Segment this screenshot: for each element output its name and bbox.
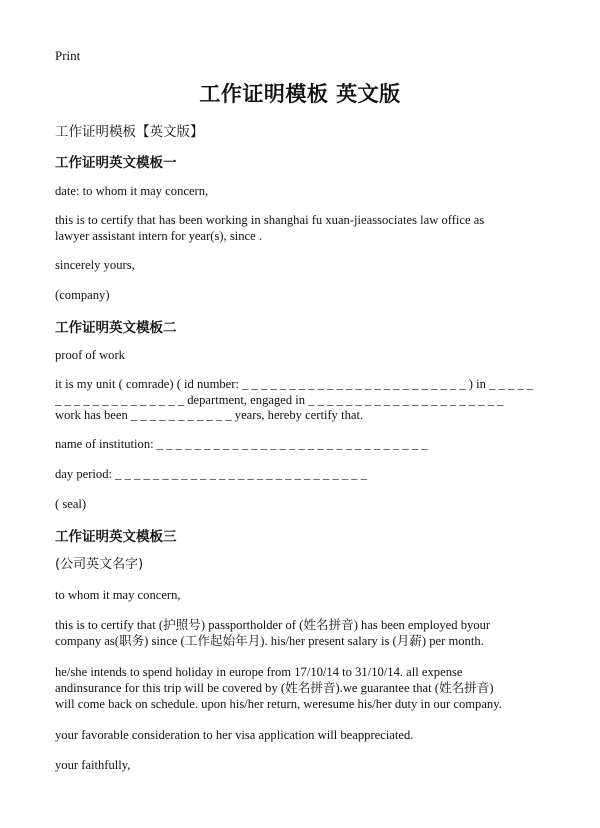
section2-line2: it is my unit ( comrade) ( id number: _ _ _ _ _ _ _ _ _ _ _ _ _ _ _ _ _ _ _ _ _ _ _ _ ) in _ _ _ _ _ [55,377,534,391]
section3-para3: your favorable consideration to her visa application will beappreciated. [55,728,414,742]
section3-para2-line1: he/she intends to spend holiday in europe from 17/10/14 to 31/10/14. all expense [55,665,463,679]
section2-line3: _ _ _ _ _ _ _ _ _ _ _ _ _ _ department, engaged in _ _ _ _ _ _ _ _ _ _ _ _ _ _ _ _ _ _ _ _ _ [55,393,504,407]
section1-heading: 工作证明英文模板一 [55,155,177,171]
section2-heading: 工作证明英文模板二 [55,320,177,336]
section2-line5: name of institution: _ _ _ _ _ _ _ _ _ _ _ _ _ _ _ _ _ _ _ _ _ _ _ _ _ _ _ _ _ [55,437,428,451]
section3-closing: your faithfully, [55,758,131,772]
section1-signature: (company) [55,288,110,302]
page-title: 工作证明模板 英文版 [199,82,401,106]
section1-para1-line2: lawyer assistant intern for year(s), since . [55,229,263,243]
section3-heading: 工作证明英文模板三 [55,529,177,545]
section2-line4: work has been _ _ _ _ _ _ _ _ _ _ _ years, hereby certify that. [55,408,364,422]
section2-line6: day period: _ _ _ _ _ _ _ _ _ _ _ _ _ _ _ _ _ _ _ _ _ _ _ _ _ _ _ [55,467,368,481]
section3-para2-line3: will come back on schedule. upon his/her return, weresume his/her duty in our company. [55,697,502,711]
section2-seal: ( seal) [55,497,87,511]
section1-closing: sincerely yours, [55,258,135,272]
section3-greeting: to whom it may concern, [55,588,181,602]
section1-line1: date: to whom it may concern, [55,184,209,198]
section1-para1-line1: this is to certify that has been working in shanghai fu xuan-jieassociates law office as [55,213,485,227]
section3-para2-line2: andinsurance for this trip will be covered by (姓名拼音).we guarantee that (姓名拼音) [55,681,494,695]
section3-para1-line2: company as(职务) since (工作起始年月). his/her present salary is (月薪) per month. [55,634,484,648]
section2-line1: proof of work [55,348,125,362]
section3-company-name: (公司英文名字) [55,557,144,572]
print-label[interactable]: Print [55,48,81,63]
section3-para1-line1: this is to certify that (护照号) passportholder of (姓名拼音) has been employed byour [55,618,491,632]
document-subtitle: 工作证明模板【英文版】 [55,124,204,140]
